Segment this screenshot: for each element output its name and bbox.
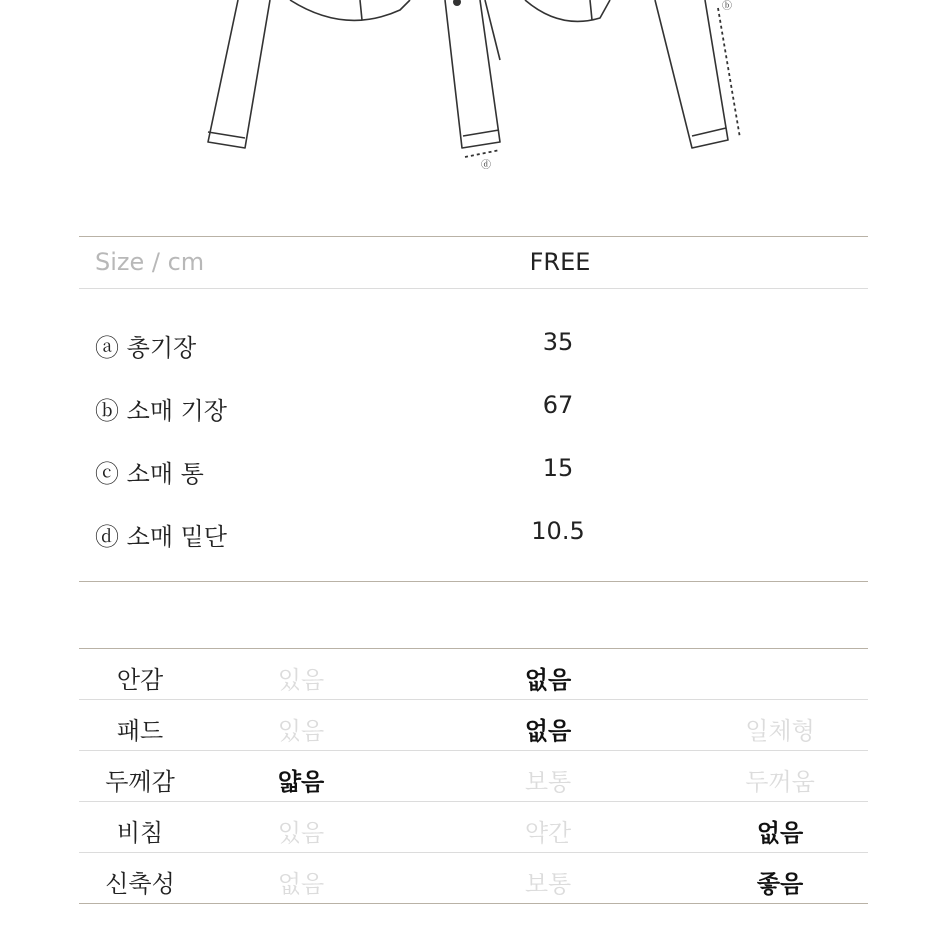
attr-option-selected: 얇음	[277, 768, 325, 796]
size-table-top-rule	[79, 236, 868, 237]
attr-option: 있음	[277, 666, 325, 694]
size-table-bottom-rule	[79, 581, 868, 582]
measure-label-total-length: ⓐ 총기장	[95, 334, 197, 362]
attr-row-divider	[79, 699, 868, 700]
marker-b: ⓑ	[722, 1, 732, 12]
garment-measurement-sketch	[0, 0, 947, 200]
attr-row-divider	[79, 852, 868, 853]
attr-option: 보통	[524, 870, 572, 898]
size-table-header-rule	[79, 288, 868, 289]
attr-row-divider	[79, 801, 868, 802]
attr-table-bottom-rule	[79, 903, 868, 904]
measure-value-sleeve-width: 15	[542, 454, 574, 482]
attr-option: 두꺼움	[745, 768, 815, 796]
front-collar	[290, 0, 410, 20]
attr-option: 없음	[277, 870, 325, 898]
front-right-sleeve	[445, 0, 500, 148]
measure-label-sleeve-hem: ⓓ 소매 밑단	[95, 523, 227, 551]
measure-line-b	[718, 8, 740, 138]
back-left-edge	[525, 0, 610, 21]
size-unit-label: Size / cm	[95, 248, 205, 276]
size-free-label: FREE	[529, 248, 591, 276]
attr-label-sheerness: 비침	[116, 819, 164, 847]
attr-option: 있음	[277, 819, 325, 847]
marker-d: ⓓ	[481, 160, 491, 171]
attr-table-top-rule	[79, 648, 868, 649]
attr-option-selected: 없음	[524, 717, 572, 745]
attr-label-lining: 안감	[116, 666, 164, 694]
attr-label-stretch: 신축성	[105, 870, 175, 898]
measure-label-sleeve-width: ⓒ 소매 통	[95, 460, 204, 488]
measure-label-sleeve-length: ⓑ 소매 기장	[95, 397, 227, 425]
attr-option: 보통	[524, 768, 572, 796]
attr-option: 있음	[277, 717, 325, 745]
attr-label-thickness: 두께감	[105, 768, 175, 796]
attr-option: 약간	[524, 819, 572, 847]
back-right-sleeve	[655, 0, 728, 148]
measure-value-sleeve-length: 67	[542, 391, 574, 419]
attr-option-selected: 없음	[756, 819, 804, 847]
attr-label-pad: 패드	[116, 717, 164, 745]
front-left-sleeve	[208, 0, 270, 148]
attr-option-selected: 없음	[524, 666, 572, 694]
attr-option-selected: 좋음	[756, 870, 804, 898]
measure-value-sleeve-hem: 10.5	[531, 517, 585, 545]
measure-value-total-length: 35	[542, 328, 574, 356]
attr-option: 일체형	[745, 717, 815, 745]
attr-row-divider	[79, 750, 868, 751]
measure-line-d	[465, 150, 500, 157]
